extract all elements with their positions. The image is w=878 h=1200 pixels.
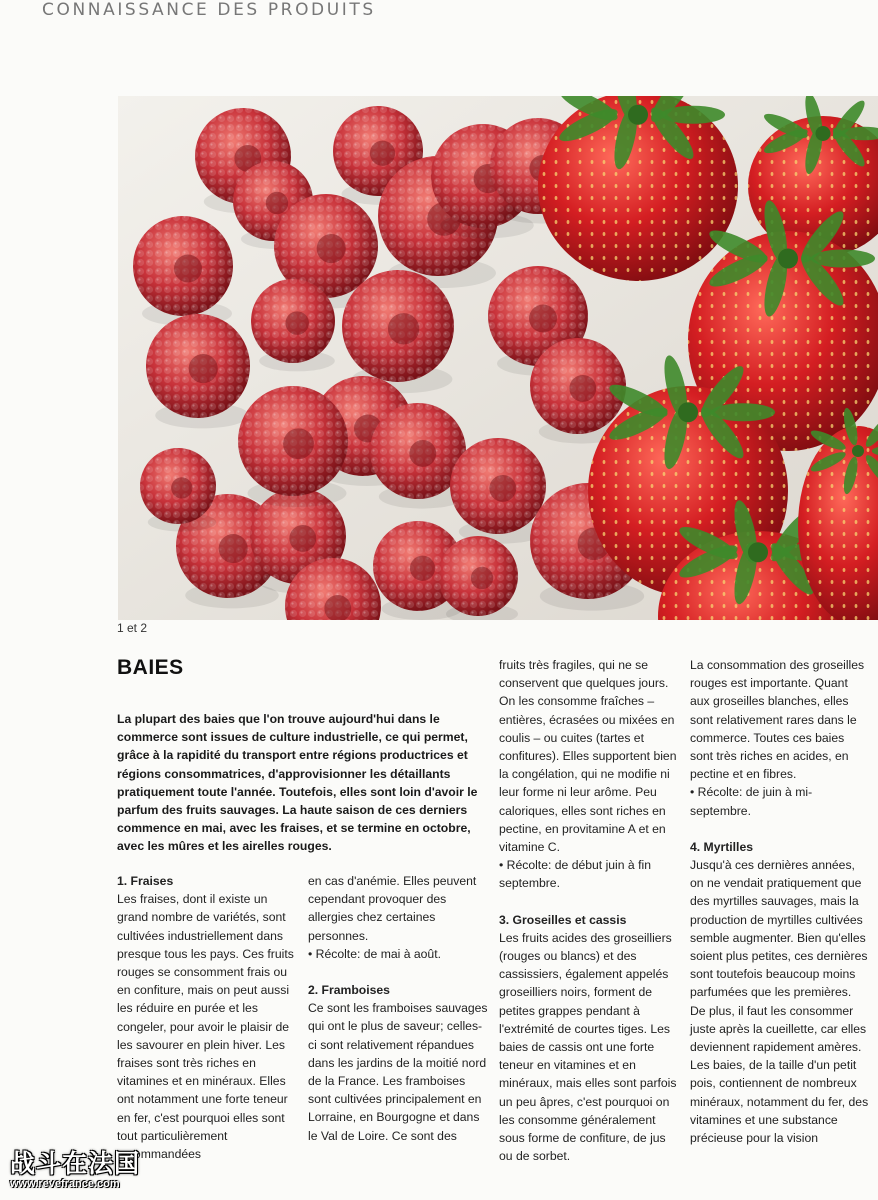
- column-2: [308, 872, 488, 1145]
- column-1: [117, 872, 295, 1163]
- groseilles-harvest: • Récolte: de juin à mi-septembre.: [690, 785, 813, 818]
- column-3: [499, 656, 677, 1165]
- section-header: CONNAISSANCE DES PRODUITS: [42, 0, 376, 20]
- photo-caption: 1 et 2: [117, 621, 148, 635]
- heading-framboises: 2. Framboises: [308, 983, 390, 998]
- groseilles-text: Les fruits acides des groseilliers (rouges ou blancs) et des cassissiers, également appelés groseilliers noirs, forment de petites grappes pendant à l'extrémité de courtes tiges. Les baies de cassis ont une forte teneur en vitamines et en minéraux, mais elles sont parfois un peu âpres, c'est pourquoi on les consomme généralement sous forme de confiture, de jus ou de sorbet.: [499, 930, 677, 1164]
- watermark-url: www.revefrance.com: [10, 1178, 120, 1190]
- heading-groseilles: 3. Groseilles et cassis: [499, 912, 627, 927]
- fraises-harvest: • Récolte: de mai à août.: [308, 946, 441, 961]
- berries-illustration: [118, 96, 878, 620]
- heading-myrtilles: 4. Myrtilles: [690, 839, 753, 854]
- intro-paragraph: La plupart des baies que l'on trouve aujourd'hui dans le commerce sont issues de culture industrielle, ce qui permet, grâce à la rapidité du transport entre régions productrices et régions consommatrices, d'approvisionner les détaillants pratiquement toute l'année. Toutefois, elles sont loin d'avoir le parfum des fruits sauvages. La haute saison de ces derniers commence en mai, avec les fraises, et se termine en octobre, avec les mûres et les airelles rouges.: [117, 712, 478, 854]
- heading-fraises: 1. Fraises: [117, 874, 174, 888]
- watermark-chinese: 战斗在法国: [10, 1149, 141, 1178]
- framboises-text-continued: fruits très fragiles, qui ne se conservent que quelques jours. On les consomme fraîches – entières, écrasées ou mixées en coulis – ou cuites (tartes et confitures). Elles supportent bien la congélation, qui ne modifie ni leur forme ni leur arôme. Peu caloriques, elles sont riches en pectine, en provitamine A et en vitamine C.: [499, 658, 677, 855]
- groseilles-text-continued: La consommation des groseilles rouges est importante. Quant aux groseilles blanches, elles sont relativement rares dans le commerce. Toutes ces baies sont très riches en acides, en pectine et en fibres.: [690, 658, 865, 782]
- berries-photo: [118, 96, 878, 620]
- framboises-harvest: • Récolte: de début juin à fin septembre.: [499, 858, 651, 891]
- fraises-text-continued: en cas d'anémie. Elles peuvent cependant provoquer des allergies chez certaines personnes.: [308, 874, 477, 943]
- myrtilles-text: Jusqu'à ces dernières années, on ne vendait pratiquement que des myrtilles sauvages, mais la production de myrtilles cultivées semble augmenter. Bien qu'elles soient plus petites, ces dernières sont toutefois beaucoup moins parfumées que les premières. De plus, il faut les consommer juste après la cueillette, car elles deviennent rapidement amères. Les baies, de la taille d'un petit pois, contiennent de nombreux minéraux, notamment du fer, des vitamines et une substance précieuse pour la vision: [690, 858, 869, 1146]
- fraises-text: Les fraises, dont il existe un grand nombre de variétés, sont cultivées industriellement dans presque tous les pays. Ces fruits rouges se consomment frais ou en confiture, mais on peut aussi les réduire en purée et les congeler, pour avoir le plaisir de les savourer en plein hiver. Les fraises sont très riches en vitamines et en minéraux. Elles ont notamment une forte teneur en fer, c'est pourquoi elles sont tout particulièrement recommandées: [117, 892, 294, 1162]
- site-watermark: [10, 1144, 140, 1190]
- framboises-text: Ce sont les framboises sauvages qui ont le plus de saveur; celles-ci sont relativement répandues dans les jardins de la moitié nord de la France. Les framboises sont cultivées principalement en Lorraine, en Bourgogne et dans le Val de Loire. Ce sont des: [308, 1001, 488, 1143]
- page-title: BAIES: [117, 656, 184, 679]
- column-4: [690, 656, 870, 1147]
